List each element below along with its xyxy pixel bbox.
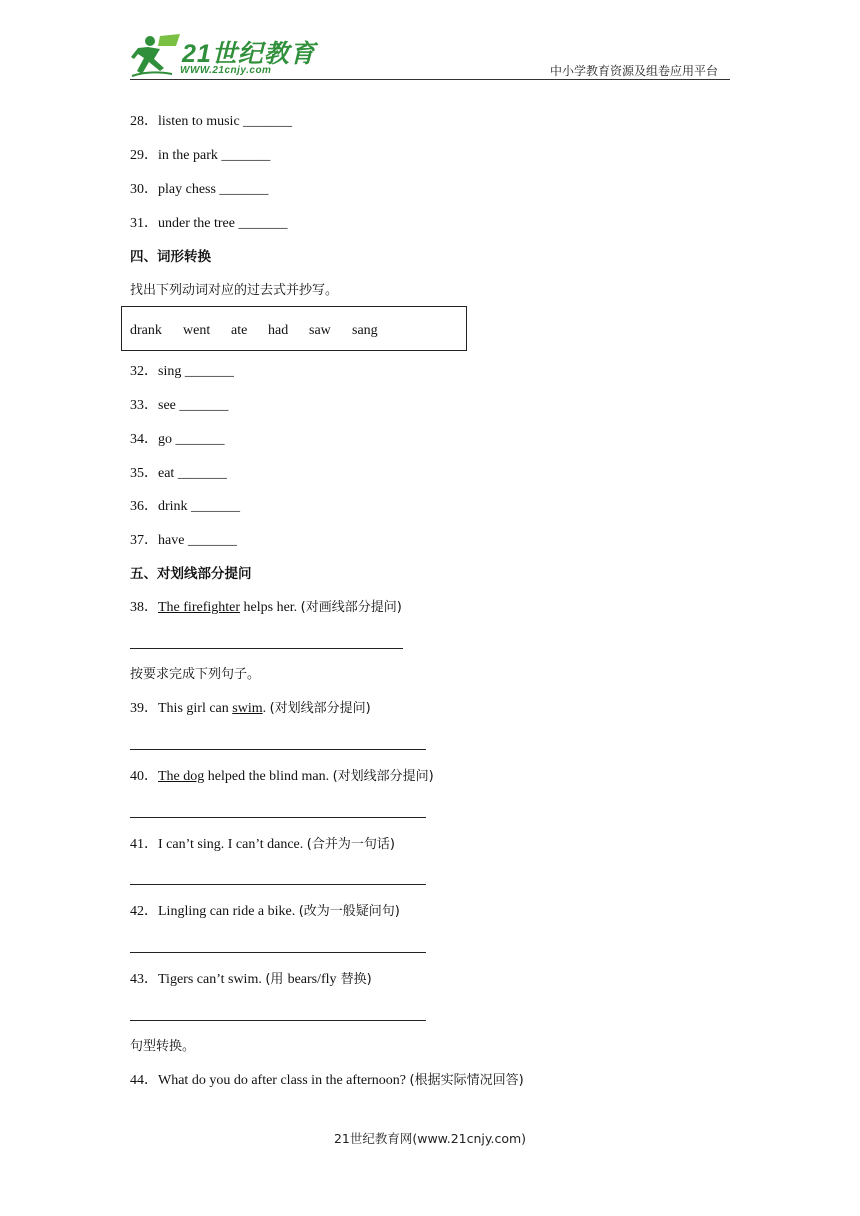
question-text: under the tree _______ (158, 216, 288, 231)
word-bank-box (121, 306, 467, 351)
answer-line-38[interactable] (130, 648, 403, 649)
question-note: (合并为一句话) (306, 837, 395, 852)
question-text: listen to music _______ (158, 114, 293, 129)
underlined-phrase: The dog (158, 769, 205, 784)
section-instruction-2: 按要求完成下列句子。 (130, 667, 261, 682)
question-text: sing _______ (158, 364, 234, 379)
question-number: 31． (130, 216, 158, 231)
question-number: 32． (130, 364, 158, 379)
question-number: 36． (130, 499, 158, 514)
word-bank-word: went (183, 323, 211, 338)
question-note: (对划线部分提问) (269, 701, 371, 716)
question-38 (130, 599, 402, 617)
answer-line-41[interactable] (130, 884, 426, 885)
section-instruction-3: 句型转换。 (130, 1039, 196, 1054)
question-note: (对划线部分提问) (332, 769, 434, 784)
platform-tagline: 中小学教育资源及组卷应用平台 (549, 64, 718, 78)
question-37 (130, 532, 237, 550)
word-bank-word: saw (309, 323, 331, 338)
answer-line-42[interactable] (130, 952, 426, 953)
question-number: 39． (130, 701, 158, 716)
question-39 (130, 700, 371, 718)
question-number: 30． (130, 182, 158, 197)
question-text: play chess _______ (158, 182, 269, 197)
question-35 (130, 465, 227, 483)
question-note: (根据实际情况回答) (409, 1073, 524, 1088)
question-number: 44． (130, 1073, 158, 1088)
question-text: helped the blind man. (204, 769, 333, 784)
question-33 (130, 397, 228, 415)
site-logo (130, 32, 316, 78)
section-instruction: 找出下列动词对应的过去式并抄写。 (130, 283, 339, 298)
question-number: 40． (130, 769, 158, 784)
underlined-phrase: The firefighter (158, 600, 241, 615)
answer-line-40[interactable] (130, 817, 426, 818)
word-bank-word: sang (352, 323, 378, 338)
question-29 (130, 147, 270, 165)
question-number: 33． (130, 398, 158, 413)
word-bank-word: ate (231, 323, 248, 338)
header-divider (130, 79, 730, 80)
question-number: 38． (130, 600, 158, 615)
answer-line-39[interactable] (130, 749, 426, 750)
question-34 (130, 431, 225, 449)
question-36 (130, 498, 240, 516)
question-note: bears/fly (287, 972, 337, 987)
question-44 (130, 1072, 524, 1090)
question-42 (130, 903, 400, 921)
question-28 (130, 113, 292, 131)
logo-text: 21世纪教育 (182, 40, 316, 68)
question-40 (130, 768, 434, 786)
question-text: . (262, 701, 270, 716)
question-number: 43． (130, 972, 158, 987)
question-number: 41． (130, 837, 158, 852)
question-note: (用 (265, 972, 288, 987)
question-32 (130, 363, 234, 381)
question-41 (130, 836, 395, 854)
question-31 (130, 215, 287, 233)
runner-logo-icon (130, 32, 186, 78)
question-note: (改为一般疑问句) (298, 904, 400, 919)
question-text: I can’t sing. I can’t dance. (158, 837, 307, 852)
question-text: This girl can (158, 701, 233, 716)
question-number: 34． (130, 432, 158, 447)
word-bank-word: drank (130, 323, 162, 338)
answer-line-43[interactable] (130, 1020, 426, 1021)
section-heading-5: 五、对划线部分提问 (130, 566, 252, 582)
question-text: go _______ (158, 432, 225, 447)
question-note: 替换) (336, 972, 372, 987)
question-text: have _______ (158, 533, 237, 548)
question-text: Lingling can ride a bike. (158, 904, 299, 919)
question-text: in the park _______ (158, 148, 271, 163)
question-text: helps her. (240, 600, 301, 615)
question-number: 35． (130, 466, 158, 481)
question-number: 37． (130, 533, 158, 548)
section-heading-4: 四、词形转换 (130, 249, 211, 265)
question-number: 28． (130, 114, 158, 129)
question-note: (对画线部分提问) (300, 600, 402, 615)
question-text: Tigers can’t swim. (158, 972, 266, 987)
question-text: drink _______ (158, 499, 241, 514)
logo-url: WWW.21cnjy.com (180, 65, 272, 76)
question-text: What do you do after class in the afternoon? (158, 1073, 410, 1088)
underlined-phrase: swim (232, 701, 263, 716)
question-text: see _______ (158, 398, 229, 413)
page-footer: 21世纪教育网(www.21cnjy.com) (333, 1131, 527, 1146)
question-number: 42． (130, 904, 158, 919)
question-43 (130, 971, 372, 989)
question-30 (130, 181, 268, 199)
question-number: 29． (130, 148, 158, 163)
question-text: eat _______ (158, 466, 227, 481)
word-bank-word: had (268, 323, 289, 338)
